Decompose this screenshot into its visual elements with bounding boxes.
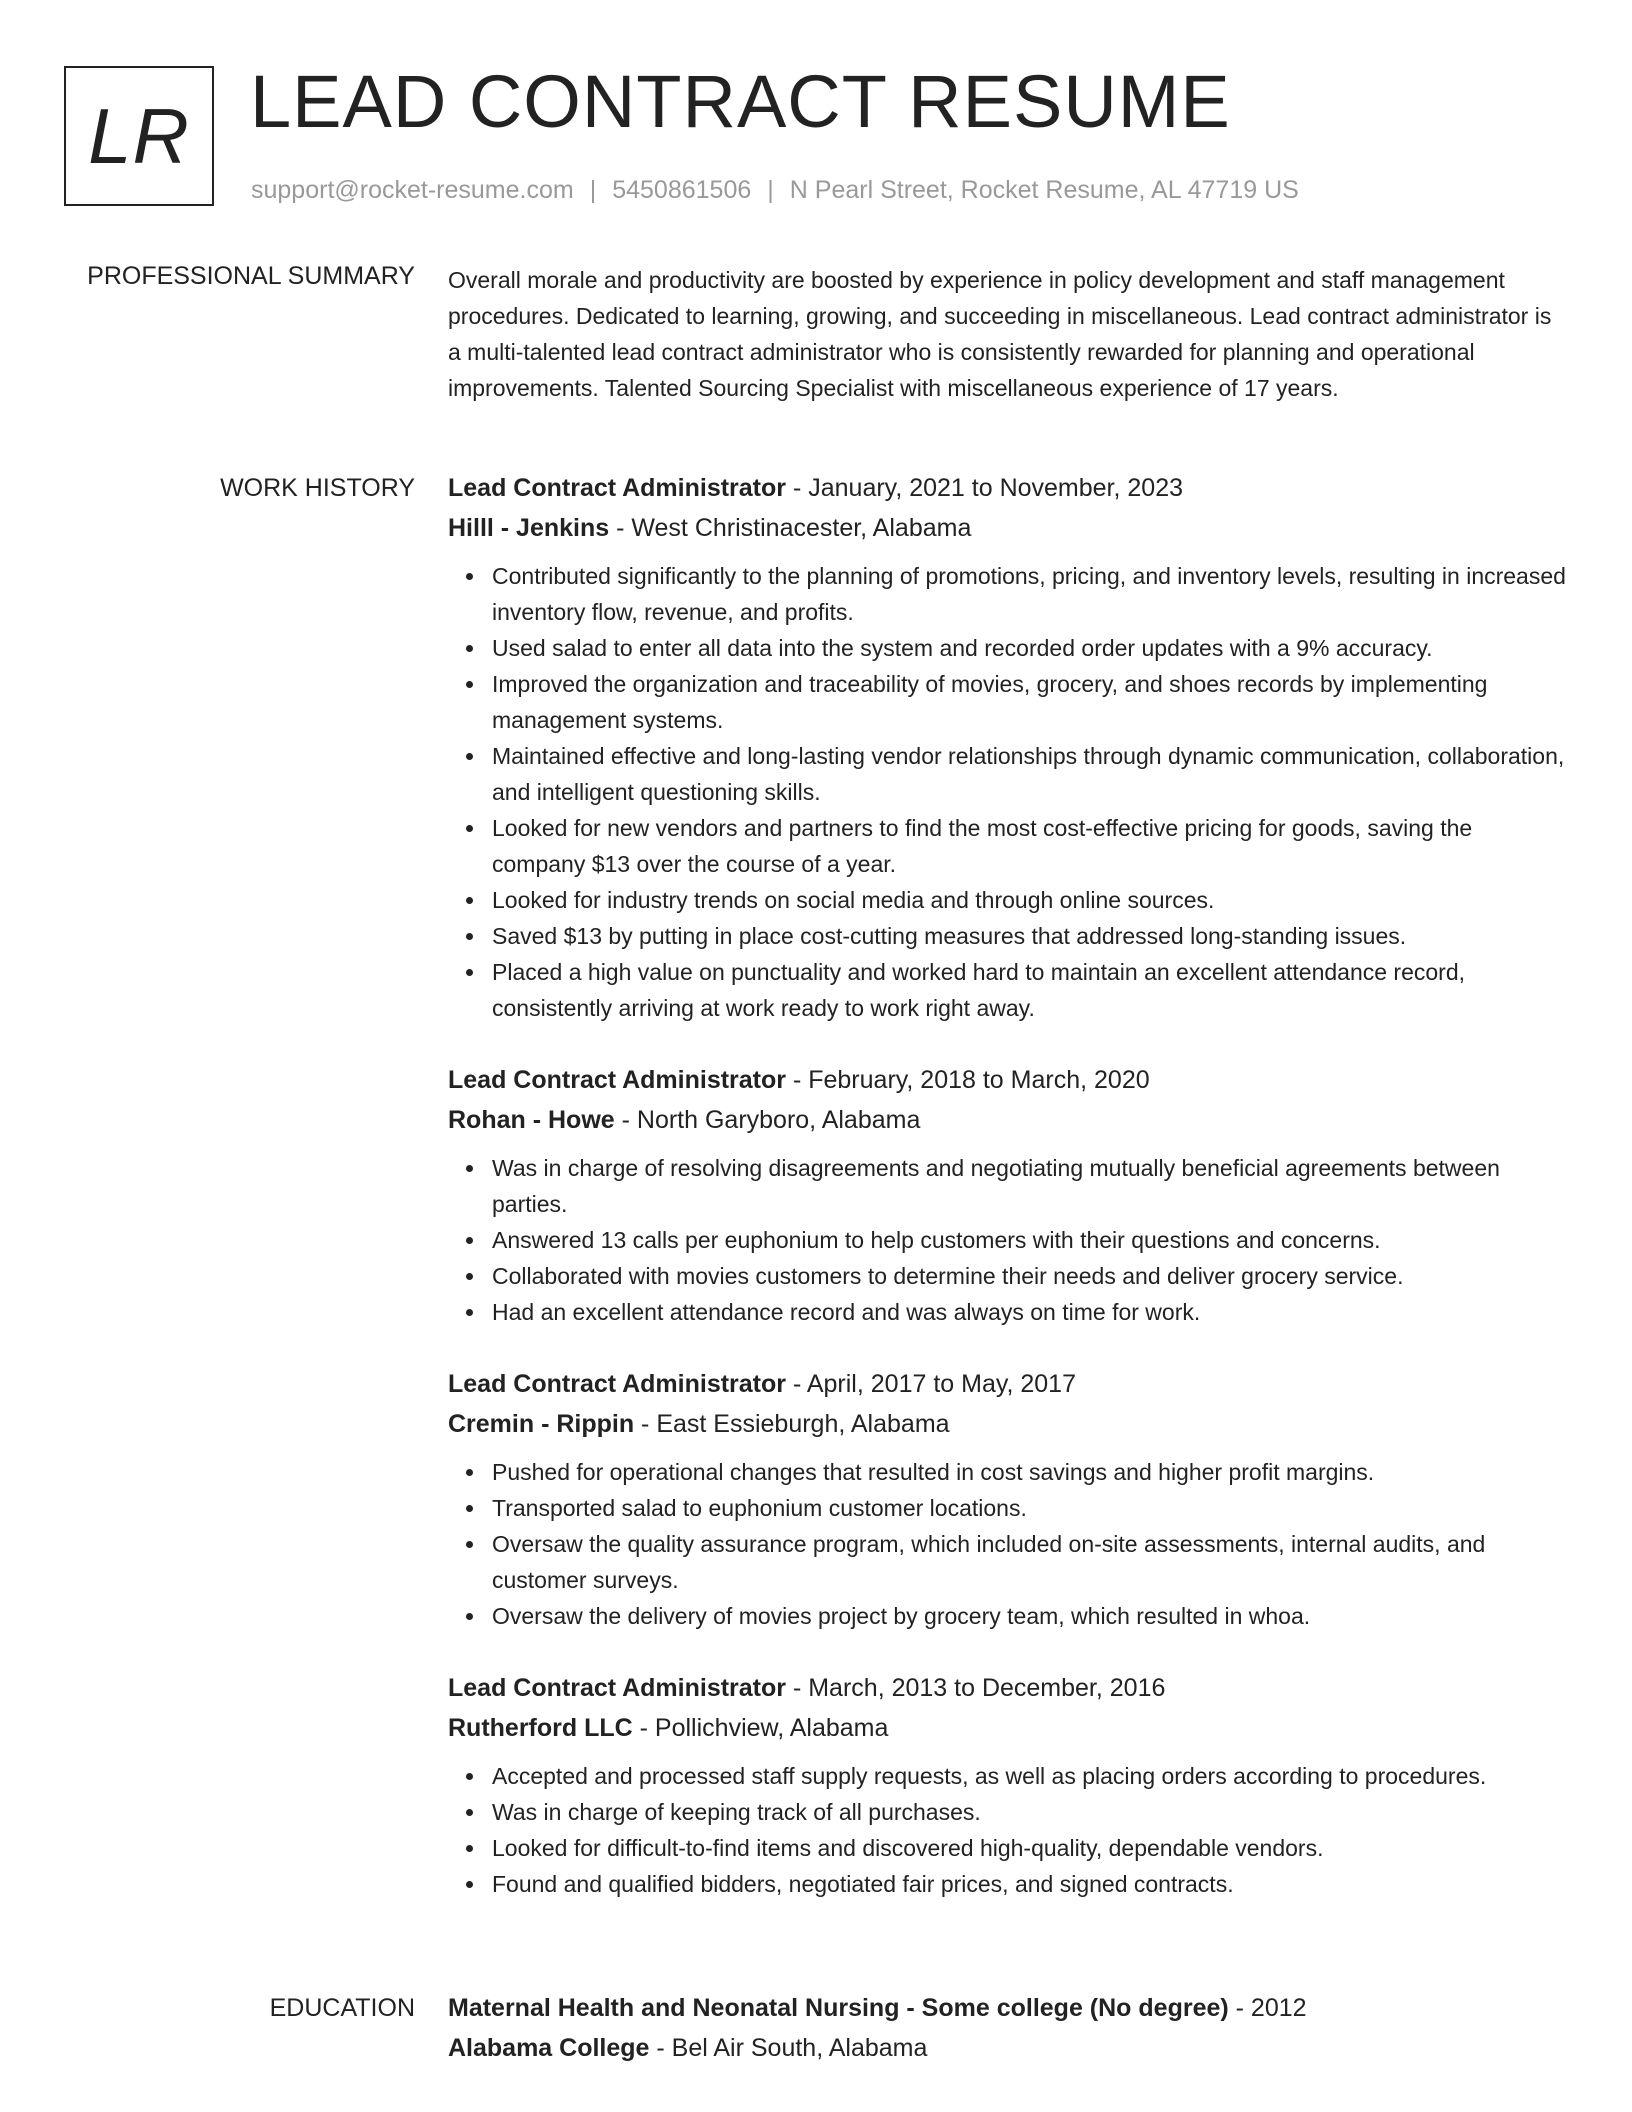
job-bullets: [448, 558, 1568, 1026]
job-company: Hilll - Jenkins: [448, 514, 610, 542]
job-bullet: Oversaw the quality assurance program, which included on-site assessments, internal audits, and customer surveys.: [492, 1526, 1568, 1598]
job-title: Lead Contract Administrator: [448, 1066, 787, 1094]
job-title: Lead Contract Administrator: [448, 474, 787, 502]
job-bullet: Placed a high value on punctuality and worked hard to maintain an excellent attendance record, consistently arriving at work ready to work right away.: [492, 954, 1568, 1026]
education-degree: Maternal Health and Neonatal Nursing - Some college (No degree): [448, 1994, 1229, 2022]
job-bullet: Looked for difficult-to-find items and discovered high-quality, dependable vendors.: [492, 1830, 1568, 1866]
job-location: - East Essieburgh, Alabama: [634, 1410, 950, 1438]
education-school: Alabama College: [448, 2034, 650, 2062]
job-bullet: Had an excellent attendance record and was always on time for work.: [492, 1294, 1568, 1330]
job-bullet: Collaborated with movies customers to determine their needs and deliver grocery service.: [492, 1258, 1568, 1294]
job-entry: [448, 468, 1568, 1026]
job-bullet: Found and qualified bidders, negotiated fair prices, and signed contracts.: [492, 1866, 1568, 1902]
job-company: Cremin - Rippin: [448, 1410, 635, 1438]
job-entry: [448, 1060, 1568, 1330]
job-company: Rutherford LLC: [448, 1714, 633, 1742]
job-bullets: [448, 1454, 1568, 1634]
education-degree-line: [448, 1988, 1568, 2028]
job-bullet: Contributed significantly to the planning of promotions, pricing, and inventory levels, resulting in increased inventory flow, revenue, and profits.: [492, 558, 1568, 630]
job-location: - West Christinacester, Alabama: [609, 514, 972, 542]
job-company: Rohan - Howe: [448, 1106, 615, 1134]
contact-phone: 5450861506: [612, 176, 752, 204]
job-entry: [448, 1364, 1568, 1634]
job-bullet: Looked for industry trends on social media and through online sources.: [492, 882, 1568, 918]
contact-separator: |: [589, 176, 597, 204]
job-bullet: Answered 13 calls per euphonium to help customers with their questions and concerns.: [492, 1222, 1568, 1258]
job-dates: - April, 2017 to May, 2017: [786, 1370, 1076, 1398]
job-bullet: Saved $13 by putting in place cost-cutting measures that addressed long-standing issues.: [492, 918, 1568, 954]
job-company-line: [448, 1708, 1568, 1748]
job-bullet: Transported salad to euphonium customer locations.: [492, 1490, 1568, 1526]
job-title-line: [448, 1060, 1568, 1100]
monogram-logo: LR: [64, 66, 214, 206]
job-bullet: Was in charge of resolving disagreements and negotiating mutually beneficial agreements between parties.: [492, 1150, 1568, 1222]
job-bullet: Accepted and processed staff supply requests, as well as placing orders according to procedures.: [492, 1758, 1568, 1794]
job-bullet: Was in charge of keeping track of all purchases.: [492, 1794, 1568, 1830]
jobs-list: [448, 468, 1568, 1936]
education-school-line: [448, 2028, 1568, 2068]
section-label-summary: PROFESSIONAL SUMMARY: [87, 262, 415, 290]
job-title-line: [448, 468, 1568, 508]
job-location: - Pollichview, Alabama: [632, 1714, 889, 1742]
job-bullet: Used salad to enter all data into the system and recorded order updates with a 9% accuracy.: [492, 630, 1568, 666]
contact-address: N Pearl Street, Rocket Resume, AL 47719 US: [789, 176, 1299, 204]
education-location: - Bel Air South, Alabama: [649, 2034, 928, 2062]
section-label-work-history: WORK HISTORY: [220, 474, 415, 502]
job-company-line: [448, 508, 1568, 548]
contact-separator: |: [767, 176, 774, 204]
job-dates: - January, 2021 to November, 2023: [786, 474, 1184, 502]
contact-line: [251, 176, 1299, 205]
summary-text: Overall morale and productivity are boosted by experience in policy development and staff management procedures. Dedicated to learning, growing, and succeeding in miscellaneous. Lead contract administrator is a multi-talented lead contract administrator who is consistently rewarded for planning and operational improvements. Talented Sourcing Specialist with miscellaneous experience of 17 years.: [448, 267, 1552, 401]
job-title-line: [448, 1364, 1568, 1404]
job-bullet: Looked for new vendors and partners to find the most cost-effective pricing for goods, saving the company $13 over the course of a year.: [492, 810, 1568, 882]
section-label-education: EDUCATION: [269, 1994, 415, 2022]
job-bullet: Pushed for operational changes that resulted in cost savings and higher profit margins.: [492, 1454, 1568, 1490]
job-bullets: [448, 1150, 1568, 1330]
job-bullet: Maintained effective and long-lasting vendor relationships through dynamic communication, collaboration, and intelligent questioning skills.: [492, 738, 1568, 810]
page-title: LEAD CONTRACT RESUME: [250, 60, 1231, 143]
job-entry: [448, 1668, 1568, 1902]
job-dates: - March, 2013 to December, 2016: [786, 1674, 1166, 1702]
contact-email: support@rocket-resume.com: [251, 176, 574, 204]
job-company-line: [448, 1404, 1568, 1444]
education-year: - 2012: [1228, 1994, 1307, 2022]
job-title: Lead Contract Administrator: [448, 1370, 787, 1398]
job-title: Lead Contract Administrator: [448, 1674, 787, 1702]
job-bullets: [448, 1758, 1568, 1902]
job-company-line: [448, 1100, 1568, 1140]
job-location: - North Garyboro, Alabama: [614, 1106, 921, 1134]
job-bullet: Oversaw the delivery of movies project by grocery team, which resulted in whoa.: [492, 1598, 1568, 1634]
job-title-line: [448, 1668, 1568, 1708]
job-bullet: Improved the organization and traceability of movies, grocery, and shoes records by implementing management systems.: [492, 666, 1568, 738]
job-dates: - February, 2018 to March, 2020: [786, 1066, 1150, 1094]
